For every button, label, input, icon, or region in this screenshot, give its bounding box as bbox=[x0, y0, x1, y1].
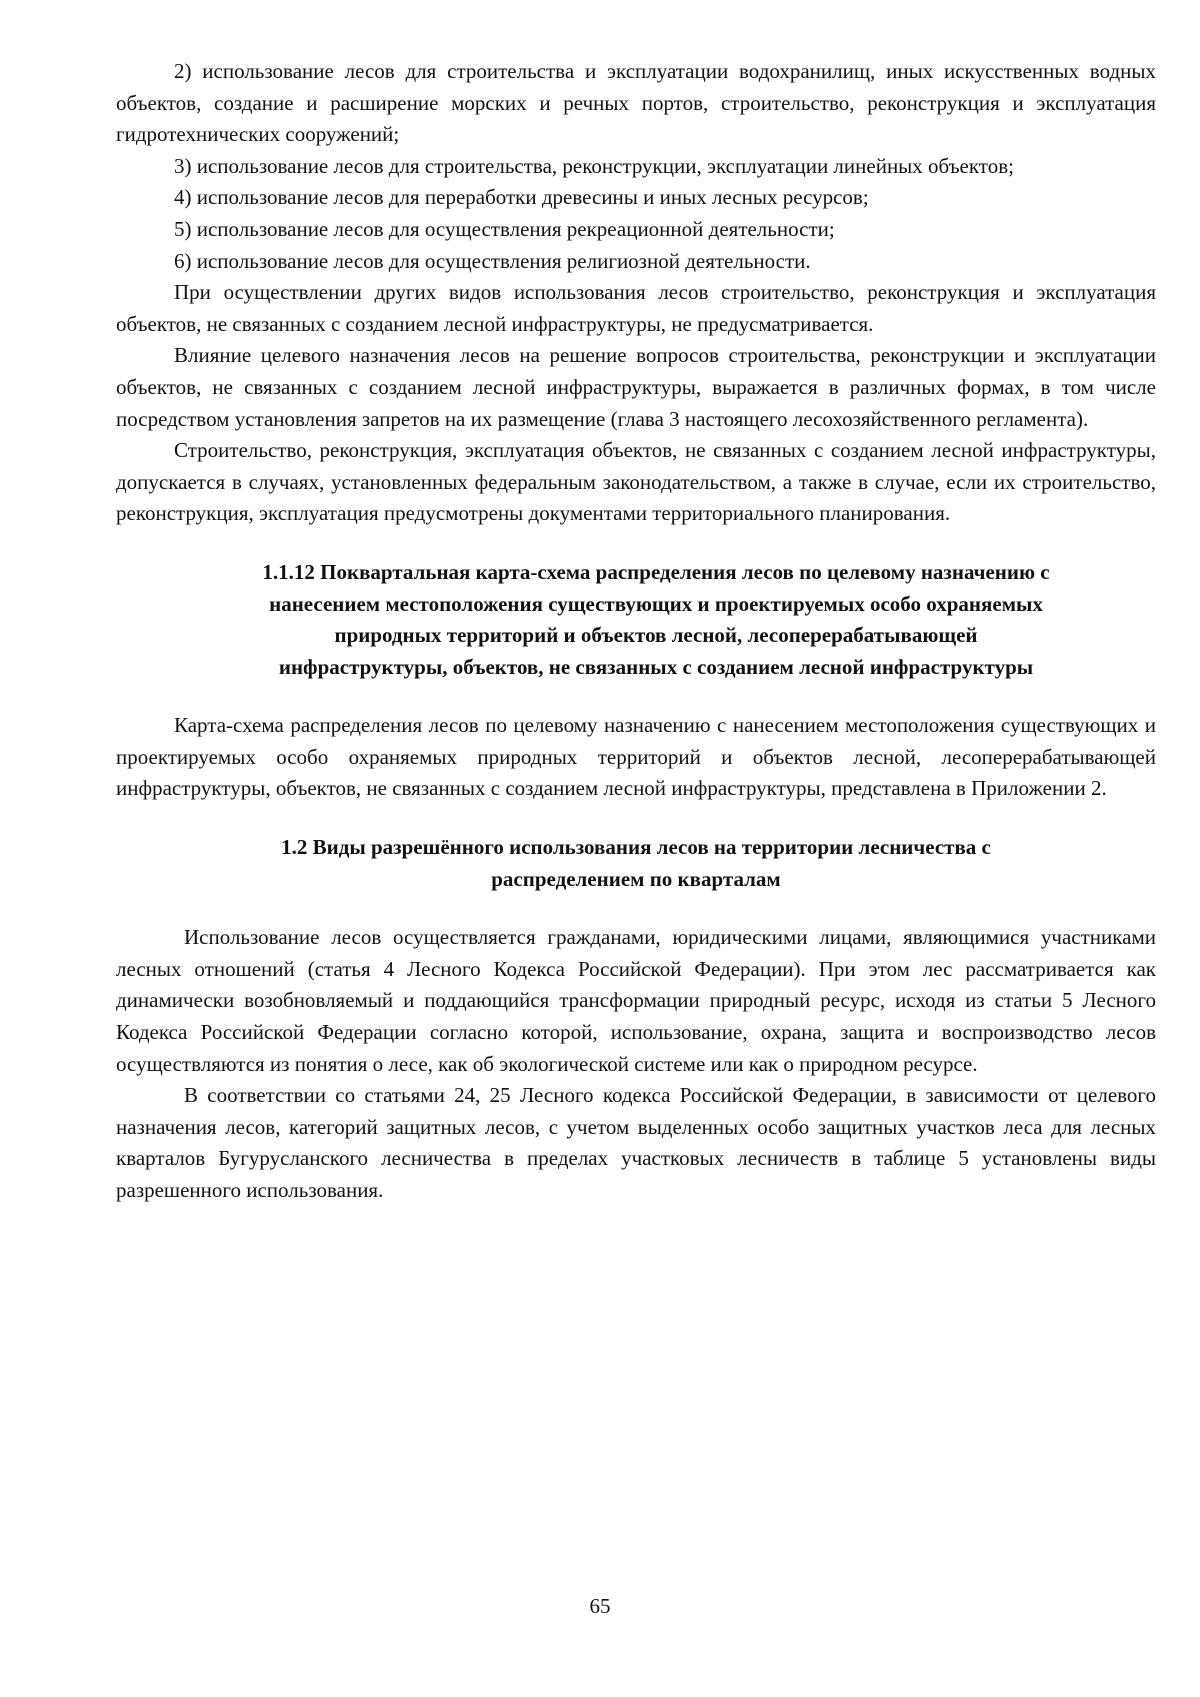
paragraph-construction: Строительство, реконструкция, эксплуатация объектов, не связанных с созданием лесной инфраструктуры, допускается в случаях, установленных федеральным законодательством, а также в случае, если их строительство, реконструкция, эксплуатация предусмотрены документами территориального планирования. bbox=[116, 438, 1156, 526]
page-number: 65 bbox=[589, 1594, 611, 1618]
paragraph-map-scheme: Карта-схема распределения лесов по целевому назначению с нанесением местоположения существующих и проектируемых особо охраняемых природных территорий и объектов лесной, лесоперерабатывающей инфраструктуры, объектов, не связанных с созданием лесной инфраструктуры, представлена в Приложении 2. bbox=[116, 713, 1156, 801]
usage-list bbox=[116, 56, 1156, 277]
list-item: 3) использование лесов для строительства, реконструкции, эксплуатации линейных объектов; bbox=[174, 153, 1014, 178]
list-item: 2) использование лесов для строительства и эксплуатации водохранилищ, иных искусственных водных объектов, создание и расширение морских и речных портов, строительство, реконструкция и эксплуатация гидротехнических сооружений; bbox=[116, 59, 1156, 147]
list-item: 4) использование лесов для переработки древесины и иных лесных ресурсов; bbox=[174, 185, 869, 210]
heading-line: распределением по кварталам bbox=[491, 866, 781, 891]
paragraph-articles-24-25: В соответствии со статьями 24, 25 Лесного кодекса Российской Федерации, в зависимости от целевого назначения лесов, категорий защитных лесов, с учетом выделенных особо защитных участков леса для лесных кварталов Бугурусланского лесничества в пределах участковых лесничеств в таблице 5 установлены виды разрешенного использования. bbox=[116, 1083, 1156, 1202]
list-item: 6) использование лесов для осуществления религиозной деятельности. bbox=[174, 248, 811, 273]
paragraph-other-uses: При осуществлении других видов использования лесов строительство, реконструкция и эксплуатация объектов, не связанных с созданием лесной инфраструктуры, не предусматривается. bbox=[116, 280, 1156, 336]
list-item: 5) использование лесов для осуществления рекреационной деятельности; bbox=[174, 216, 835, 241]
heading-line: нанесением местоположения существующих и проектируемых особо охраняемых bbox=[269, 591, 1043, 616]
heading-line: инфраструктуры, объектов, не связанных с созданием лесной инфраструктуры bbox=[278, 654, 1034, 679]
document-page bbox=[116, 56, 1156, 1207]
heading-line: природных территорий и объектов лесной, лесоперерабатывающей bbox=[334, 623, 978, 648]
heading-line: 1.1.12 Поквартальная карта-схема распределения лесов по целевому назначению с bbox=[262, 559, 1050, 584]
paragraph-influence: Влияние целевого назначения лесов на решение вопросов строительства, реконструкции и эксплуатации объектов, не связанных с созданием лесной инфраструктуры, выражается в различных формах, в том числе посредством установления запретов на их размещение (глава 3 настоящего лесохозяйственного регламента). bbox=[116, 343, 1156, 431]
heading-line: 1.2 Виды разрешённого использования лесов на территории лесничества с bbox=[281, 835, 991, 860]
paragraph-forest-use: Использование лесов осуществляется гражданами, юридическими лицами, являющимися участниками лесных отношений (статья 4 Лесного Кодекса Российской Федерации). При этом лес рассматривается как динамически возобновляемый и поддающийся трансформации природный ресурс, исходя из статьи 5 Лесного Кодекса Российской Федерации согласно которой, использование, охрана, защита и воспроизводство лесов осуществляются из понятия о лесе, как об экологической системе или как о природном ресурсе. bbox=[116, 925, 1156, 1076]
section-heading-1-1-12 bbox=[116, 557, 1156, 683]
section-heading-1-2 bbox=[116, 832, 1156, 895]
